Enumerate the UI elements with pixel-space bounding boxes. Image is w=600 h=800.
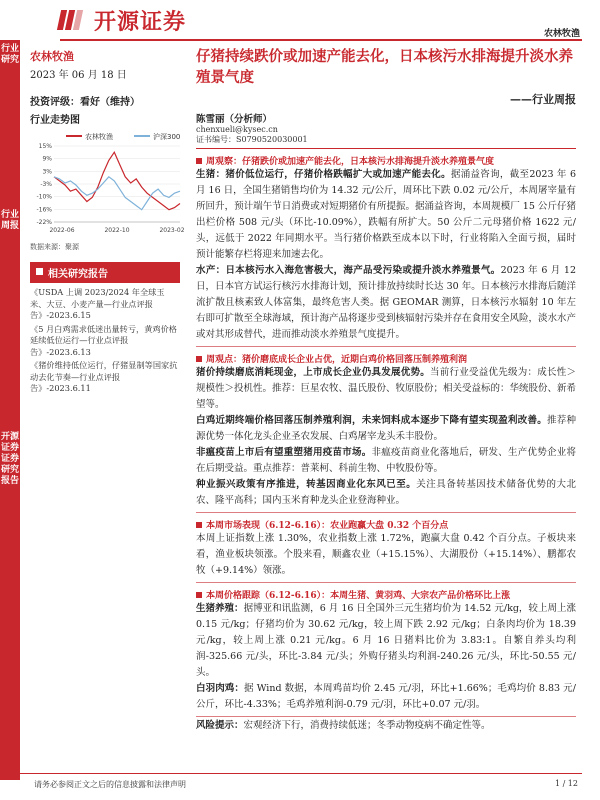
body-paragraph	[196, 531, 576, 579]
analyst-name: 陈雪丽（分析师）	[196, 114, 273, 125]
paragraph-lead: 猪价持续磨底消耗现金，上市成长企业仍具发展优势。	[196, 367, 430, 378]
side-strip	[0, 40, 20, 780]
section-rule	[196, 148, 576, 149]
report-title: 仔猪持续跌价或加速产能去化，日本核污水排海提升淡水养殖景气度	[196, 48, 573, 86]
related-report-item[interactable]: 《USDA 上调 2023/2024 年全球玉米、大豆、小麦产量—行业点评报告》-2023.6.15	[30, 287, 165, 320]
related-report-item[interactable]: 《猪价维持低位运行，仔猪显制等国家抗动去化节奏—行业点评报告》-2023.6.11	[30, 360, 178, 393]
paragraph-text: 据 Wind 数据，本周鸡苗均价 2.45 元/羽，环比+1.66%；毛鸡均价 8.83 元/公斤，环比-4.33%；毛鸡养殖利润-0.79 元/羽，环比+0.07 元/羽。	[196, 683, 576, 710]
y-tick-label: -16%	[36, 206, 52, 214]
paragraph-text: 本周上证指数上涨 1.30%，农业指数上涨 1.72%，跑赢大盘 0.42 个百分点。子板块来看，渔业板块领涨。个股来看，顺鑫农业（+15.15%）、大湖股份（+15.14%）、鹏都农牧（+9.14%）领涨。	[196, 533, 576, 576]
section-divider	[196, 582, 576, 583]
left-sidebar	[30, 48, 185, 397]
paragraph-text: 关注具备转基因技术储备优势的大北农、隆平高科；国内玉米育种龙头企业登海种业。	[196, 479, 576, 506]
brand-name: 开源证券	[94, 9, 187, 35]
body-paragraph	[196, 167, 576, 263]
header-rule	[60, 39, 582, 41]
main-content	[196, 46, 576, 734]
paragraph-lead: 生猪养殖：	[196, 603, 244, 614]
section-heading	[196, 154, 576, 167]
paragraph-text: 2023 年 6 月 12 日，日本官方试运行核污水排海计划，预计排放持续时长达 30 年。日本核污水排海后随洋流扩散且核素致人体富集，最终危害人类。据 GEOMAR 测算，日本核污水辐射 10 年左右即可扩散至全球海域，预计海产品将逐步受到核辐射污染并存在食用安全风险，淡水水产或对其形成替代，进而推动淡水养殖景气度提升。	[196, 265, 577, 340]
section-heading-text: 周观点：猪价磨底成长企业占优，近期白鸡价格回落压制养殖利润	[206, 355, 468, 365]
investment-rating: 投资评级：看好（维持）	[30, 97, 140, 108]
sector-name: 农林牧渔	[30, 50, 74, 63]
strip-label-research: 行业研究	[0, 44, 19, 65]
x-tick-label: 2022-06	[49, 227, 75, 234]
report-date: 2023 年 06 月 18 日	[30, 70, 127, 81]
series-line-0	[54, 152, 180, 210]
trend-chart-title: 行业走势图	[30, 115, 80, 126]
related-report-item[interactable]: 《5 月白鸡需求低迷出量转亏，黄鸡价格延续低位运行—行业点评报告》-2023.6.13	[30, 323, 177, 357]
square-bullet-icon	[196, 522, 202, 528]
paragraph-lead: 风险提示：	[196, 720, 244, 731]
paragraph-text: 当前行业受益优先级为：成长性＞规模性＞投机性。推荐：巨星农牧、温氏股份、牧原股份；相关受益标的：华统股份、新希望等。	[196, 367, 577, 410]
square-bullet-icon	[196, 158, 202, 164]
paragraph-text: 宏观经济下行，消费持续低迷；冬季动物疫病不确定性等。	[243, 720, 491, 731]
x-tick-label: 2022-10	[104, 227, 130, 234]
paragraph-lead: 种业振兴政策有序推进，转基因商业化东风已至。	[196, 479, 417, 490]
series-line-1	[54, 177, 180, 210]
body-paragraph	[196, 413, 576, 445]
strip-label-securities: 开源证券 证券研究报告	[0, 432, 19, 486]
paragraph-lead: 生猪：猪价低位运行，仔猪价格跌幅扩大或加速产能去化。	[196, 169, 451, 180]
legend-label: 农林牧渔	[85, 133, 113, 141]
body-paragraph	[196, 718, 576, 734]
paragraph-text: 据涌益咨询，截至2023 年 6 月 16 日，全国生猪销售均价为 14.32 元/公斤，周环比下跌 0.02 元/公斤，本周屠宰量有所回升，预计端午节日消费或对短期猪价有所提振。据涌益咨询，本周规模厂 15 公斤仔猪出栏价格 508 元/头（环比-10.09%），跌幅有所扩大。50 公斤二元母猪价格 1622 元/头，远低于 2022 年同期水平。当行猪价格跌至成本以下时，行业将陷入全面亏损，届时预计能繁存栏将迎来加速去化。	[196, 169, 576, 260]
paragraph-lead: 白羽肉鸡：	[196, 683, 244, 694]
section-heading-text: 本周价格跟踪（6.12-6.16）：本周生猪、黄羽鸡、大宗农产品价格环比上涨	[206, 591, 511, 601]
trend-chart	[30, 130, 185, 240]
brand-logo	[60, 6, 186, 34]
square-bullet-icon	[196, 356, 202, 362]
x-tick-label: 2023-02	[159, 227, 185, 234]
header-sector-label: 农林牧渔	[543, 29, 580, 39]
body-paragraph	[196, 477, 576, 509]
body-paragraph	[196, 263, 576, 343]
section-divider	[196, 716, 576, 717]
body-paragraph	[196, 365, 576, 413]
y-tick-label: -3%	[40, 181, 52, 188]
page-header	[0, 0, 600, 40]
section-heading-text: 本周市场表现（6.12-6.16）：农业跑赢大盘 0.32 个百分点	[206, 521, 449, 531]
footer-rule	[20, 773, 582, 774]
analyst-cert: 证书编号：S0790520030001	[196, 135, 308, 144]
brand-logo-icon	[60, 6, 88, 34]
body-paragraph	[196, 601, 576, 681]
square-bullet-icon	[196, 592, 202, 598]
footer-disclaimer: 请务必参阅正文之后的信息披露和法律声明	[34, 780, 186, 789]
y-tick-label: -22%	[36, 219, 52, 226]
page-number: 1 / 12	[554, 779, 578, 788]
y-tick-label: 3%	[42, 168, 52, 176]
section-divider	[196, 346, 576, 347]
body-paragraph	[196, 445, 576, 477]
paragraph-lead: 白鸡近期终端价格回落压制养殖利润，未来饲料成本逐步下降有望实现盈利改善。	[196, 415, 547, 426]
chart-source: 数据来源：聚源	[30, 243, 79, 251]
y-tick-label: 15%	[38, 143, 52, 150]
related-reports-title: 相关研究报告	[30, 262, 180, 283]
legend-label: 沪深300	[153, 133, 181, 141]
report-subtitle: ——行业周报	[510, 93, 576, 106]
section-heading-text: 周观察：仔猪跌价或加速产能去化，日本核污水排海提升淡水养殖景气度	[206, 157, 495, 167]
paragraph-text: 据博亚和讯监测，6 月 16 日全国外三元生猪均价为 14.52 元/kg，较上周上涨 0.15 元/kg；仔猪均价为 30.62 元/kg，较上周下跌 2.92 元/kg；白条肉均价为 18.39 元/kg，较上周上涨 0.21 元/kg。6 月 16 日猪料比价为 3.83:1。自繁自养头均利润-325.66 元/头，环比-3.84 元/头；外购仔猪头均利润-240.26 元/头，环比-50.55 元/头。	[196, 603, 576, 678]
related-reports-list	[30, 287, 180, 395]
y-tick-label: -10%	[36, 193, 52, 201]
y-tick-label: 9%	[42, 155, 52, 163]
section-heading	[196, 352, 576, 365]
paragraph-lead: 水产：日本核污水入海危害极大，海产品受污染或提升淡水养殖景气。	[196, 265, 501, 276]
section-heading	[196, 518, 576, 531]
body-paragraph	[196, 681, 576, 713]
paragraph-text: 非瘟疫苗商业化落地后，研发、生产优势企业将在后期受益。重点推荐：普莱柯、科前生物、中牧股份等。	[196, 447, 576, 474]
section-divider	[196, 512, 576, 513]
section-heading	[196, 588, 576, 601]
paragraph-lead: 非瘟疫苗上市后有望重塑猪用疫苗市场。	[196, 447, 372, 458]
analyst-email[interactable]: chenxueli@kysec.cn	[196, 125, 278, 134]
trend-chart-svg	[30, 130, 185, 240]
strip-label-weekly: 行业周报	[0, 210, 19, 231]
report-sections	[196, 154, 576, 734]
paragraph-text: 推荐种源优势一体化龙头企业圣农发展、白鸡屠宰龙头禾丰股份。	[196, 415, 576, 442]
